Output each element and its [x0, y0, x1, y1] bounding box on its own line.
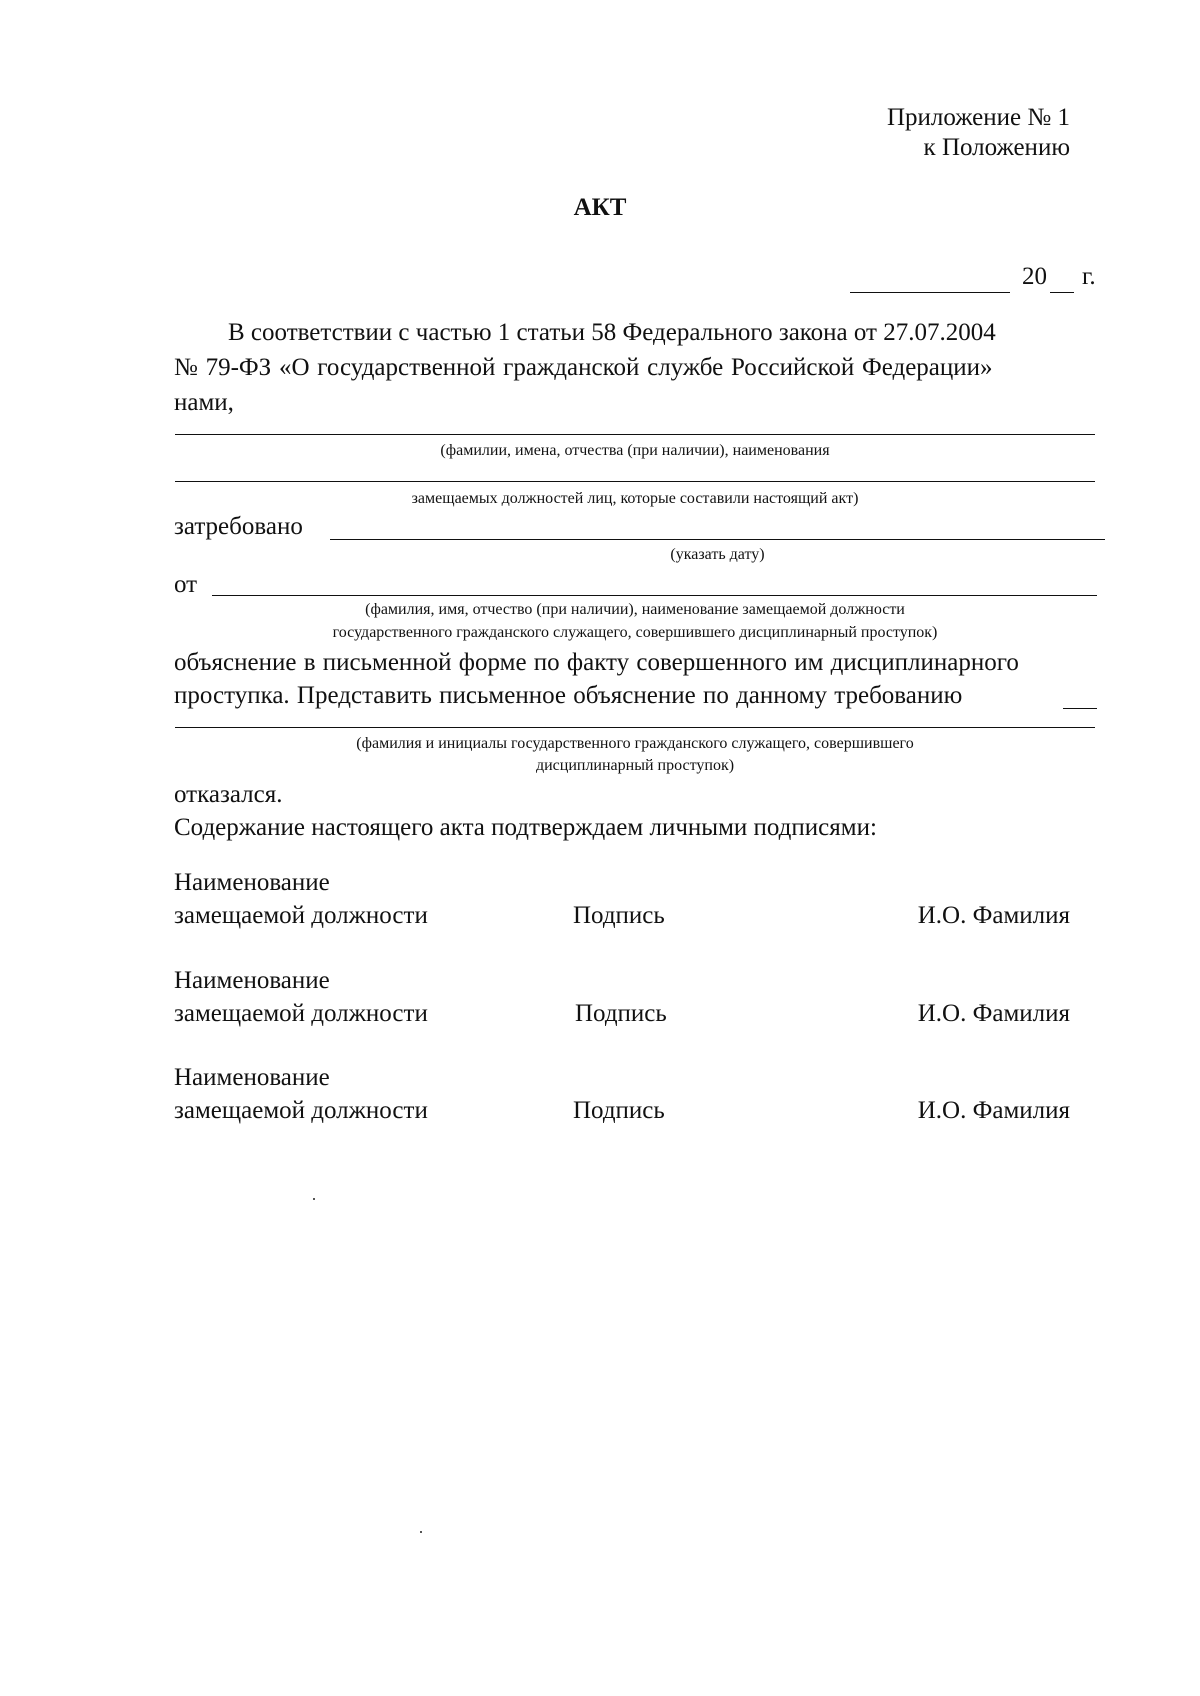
- annex-number: Приложение № 1: [886, 104, 1070, 131]
- refusal-caption-2: дисциплинарный проступок): [535, 757, 735, 774]
- confirmation-text: Содержание настоящего акта подтверждаем личными подписями:: [174, 814, 877, 841]
- position-label-line-1: Наименование: [174, 967, 330, 994]
- names-caption-2: замещаемых должностей лиц, которые составили настоящий акт): [411, 490, 859, 507]
- document-title: АКТ: [573, 194, 627, 221]
- requested-label: затребовано: [174, 513, 303, 540]
- year-prefix: 20: [1022, 263, 1047, 290]
- intro-line-3: нами,: [174, 389, 234, 416]
- refusal-caption-1: (фамилия и инициалы государственного гражданского служащего, совершившего: [356, 735, 914, 752]
- scan-speck: [420, 1531, 422, 1533]
- position-label-line-2: замещаемой должности: [174, 902, 428, 929]
- year-suffix: г.: [1082, 263, 1096, 290]
- explanation-line-1: объяснение в письменной форме по факту совершенного им дисциплинарного: [174, 649, 1019, 676]
- from-blank: [212, 595, 1097, 596]
- year-blank: [1050, 292, 1074, 293]
- name-label: И.О. Фамилия: [917, 1097, 1070, 1124]
- names-blank-2: [175, 481, 1095, 482]
- refused-text: отказался.: [174, 781, 283, 808]
- position-label-line-1: Наименование: [174, 869, 330, 896]
- signature-label: Подпись: [575, 1000, 667, 1027]
- names-blank-1: [175, 434, 1095, 435]
- from-caption-2: государственного гражданского служащего, совершившего дисциплинарный проступок): [332, 624, 938, 641]
- signature-label: Подпись: [573, 902, 665, 929]
- position-label-line-2: замещаемой должности: [174, 1000, 428, 1027]
- signature-label: Подпись: [573, 1097, 665, 1124]
- intro-line-2: № 79-ФЗ «О государственной гражданской службе Российской Федерации»: [174, 354, 993, 381]
- requested-date-blank: [330, 539, 1105, 540]
- scan-speck: [313, 1198, 315, 1200]
- from-label: от: [174, 571, 198, 598]
- refusal-name-blank: [175, 727, 1095, 728]
- position-label-line-1: Наименование: [174, 1064, 330, 1091]
- from-caption-1: (фамилия, имя, отчество (при наличии), наименование замещаемой должности: [365, 601, 905, 618]
- name-label: И.О. Фамилия: [917, 902, 1070, 929]
- names-caption-1: (фамилии, имена, отчества (при наличии), наименования: [440, 442, 830, 459]
- explanation-tail-blank: [1063, 708, 1097, 709]
- explanation-line-2: проступка. Представить письменное объяснение по данному требованию: [174, 682, 963, 709]
- position-label-line-2: замещаемой должности: [174, 1097, 428, 1124]
- annex-reference: к Положению: [923, 134, 1070, 161]
- date-blank: [850, 292, 1010, 293]
- intro-line-1: В соответствии с частью 1 статьи 58 Федерального закона от 27.07.2004: [228, 319, 996, 346]
- date-hint-caption: (указать дату): [670, 546, 765, 563]
- name-label: И.О. Фамилия: [917, 1000, 1070, 1027]
